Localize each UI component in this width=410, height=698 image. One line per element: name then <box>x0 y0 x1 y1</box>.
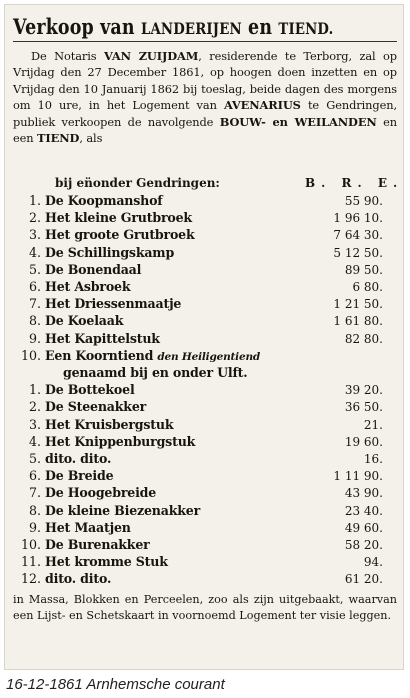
item-value: 6 80. <box>352 280 383 294</box>
item-name-italic: den Heiligentiend <box>157 350 261 363</box>
list-item <box>5 554 405 570</box>
item-value: 82 80. <box>344 331 383 346</box>
list-item <box>5 193 405 209</box>
item-value: 7 64 30. <box>333 228 383 243</box>
item-name: De Bonendaal <box>45 261 142 277</box>
item-name: Het Asbroek <box>45 279 131 294</box>
list-item <box>5 262 405 278</box>
list-item <box>5 210 405 226</box>
item-name: Het kleine Grutbroek <box>45 210 192 226</box>
item-name: Het Knippenburgstuk <box>45 433 196 449</box>
notary-name: VAN ZUIJDAM <box>104 49 199 63</box>
item-name: Een Koorntiend den Heiligentiend <box>45 347 261 363</box>
item-name: De kleine Biezenakker <box>45 502 200 518</box>
item-name: dito. dito. <box>45 571 112 587</box>
item-number: 12. <box>20 571 41 587</box>
item-name: De Hoogebreide <box>45 485 157 501</box>
item-name: De Burenakker <box>45 537 150 552</box>
item-name: Het Kruisbergstuk <box>45 416 174 432</box>
list-item <box>5 417 405 433</box>
list-item <box>5 571 405 587</box>
intro-text-2: , residerende te Terborg, zal op Vrijdag den 27 December 1861, op hoogen doen inzetten en op Vrijdag den 10 Januarij 1862 bij toeslag, beide dagen des morgens om 10 ure, in het Logement van <box>13 49 397 113</box>
intro-text-4: en een <box>13 114 397 146</box>
list-item <box>5 434 405 450</box>
newspaper-clipping <box>4 4 404 670</box>
item-value: 94. <box>363 555 383 570</box>
item-number: 8. <box>28 313 41 329</box>
item-name: Het Maatjen <box>45 519 131 535</box>
item-value: 16. <box>363 452 383 466</box>
item-name: dito. dito. <box>45 451 112 466</box>
item-number: 5. <box>28 451 41 466</box>
tiend-word: TIEND <box>37 131 80 146</box>
notice-heading <box>13 14 335 39</box>
item-name: De Breide <box>45 468 114 484</box>
item-value: 89 50. <box>344 262 383 277</box>
item-number: 8. <box>28 502 41 518</box>
list-item <box>5 537 405 553</box>
list-subheading <box>55 176 404 190</box>
item-value: 49 60. <box>344 520 383 535</box>
list-item <box>5 382 405 398</box>
list-item <box>5 279 405 295</box>
item-name: Het Driessenmaatje <box>45 296 182 312</box>
heading-prefix: Verkoop van <box>13 14 135 39</box>
item-number: 5. <box>28 261 41 277</box>
inn-name: AVENARIUS <box>223 98 301 113</box>
list-item <box>5 313 405 329</box>
list-item <box>5 365 405 381</box>
item-number: 2. <box>28 210 41 226</box>
item-value: 43 90. <box>344 486 383 501</box>
item-name: De Koelaak <box>45 313 124 329</box>
subheading-text: bij en̈onder Gendringen: <box>55 176 220 190</box>
intro-text-5: , als <box>79 131 103 146</box>
intro-text-3: te Gendringen, publiek verkoopen de navolgende <box>13 98 397 129</box>
item-value: 23 40. <box>344 503 383 518</box>
item-name: Het kromme Stuk <box>45 554 168 570</box>
item-value: 55 90. <box>344 194 383 208</box>
item-number: 6. <box>28 279 41 294</box>
item-name: De Bottekoel <box>45 382 135 398</box>
item-name: Het groote Grutbroek <box>45 227 195 243</box>
item-number: 9. <box>28 330 41 346</box>
item-number: 3. <box>28 416 41 432</box>
item-value: 1 96 10. <box>333 211 383 226</box>
item-number: 7. <box>28 296 41 312</box>
list-item <box>5 451 405 467</box>
list-item <box>5 348 405 364</box>
item-number: 7. <box>28 485 41 501</box>
item-name: De Steenakker <box>45 399 147 415</box>
item-number: 9. <box>28 519 41 535</box>
footer-paragraph: in Massa, Blokken en Perceelen, zoo als zijn uitgebaakt, waarvan een Lijst- en Schetskaart in voornoemd Logement ter visie leggen. <box>13 593 397 622</box>
list-item <box>5 520 405 536</box>
item-number: 11. <box>20 554 41 570</box>
item-number: 2. <box>28 399 41 415</box>
item-value: 39 20. <box>344 383 383 398</box>
item-name: genaamd bij en onder Ulft. <box>63 365 248 380</box>
item-number: 3. <box>28 227 41 243</box>
item-number: 4. <box>28 244 41 260</box>
intro-text-1: De Notaris <box>31 49 104 63</box>
list-item <box>5 296 405 312</box>
land-types: BOUW- en WEILANDEN <box>219 114 377 129</box>
item-value: 36 50. <box>344 400 383 415</box>
item-name: De Schillingskamp <box>45 244 175 260</box>
column-headers: B. R. E. <box>305 176 404 190</box>
item-value: 61 20. <box>344 572 383 587</box>
item-number: 10. <box>20 537 41 552</box>
heading-rule <box>13 41 397 42</box>
list-item <box>5 485 405 501</box>
list-item <box>5 227 405 243</box>
list-item <box>5 468 405 484</box>
item-value: 21. <box>363 417 383 432</box>
list-item <box>5 245 405 261</box>
list-item <box>5 503 405 519</box>
caption: 16-12-1861 Arnhemsche courant <box>6 676 225 693</box>
item-number: 10. <box>20 347 41 363</box>
heading-middle: en <box>248 14 273 39</box>
intro-paragraph <box>13 48 397 146</box>
list-item <box>5 399 405 415</box>
item-value: 5 12 50. <box>333 245 383 260</box>
item-value: 1 61 80. <box>333 314 383 329</box>
item-number: 1. <box>28 382 41 398</box>
item-value: 1 21 50. <box>333 297 383 312</box>
item-value: 58 20. <box>344 538 383 552</box>
heading-landerijen: LANDERIJEN <box>140 19 242 38</box>
item-name: De Koopmanshof <box>45 193 163 208</box>
item-number: 6. <box>28 468 41 484</box>
item-number: 1. <box>28 193 41 208</box>
heading-tiend: TIEND. <box>278 19 334 38</box>
item-value: 19 60. <box>344 434 383 449</box>
list-item <box>5 331 405 347</box>
item-name: Het Kapittelstuk <box>45 330 160 346</box>
item-number: 4. <box>28 433 41 449</box>
item-value: 1 11 90. <box>333 469 383 484</box>
